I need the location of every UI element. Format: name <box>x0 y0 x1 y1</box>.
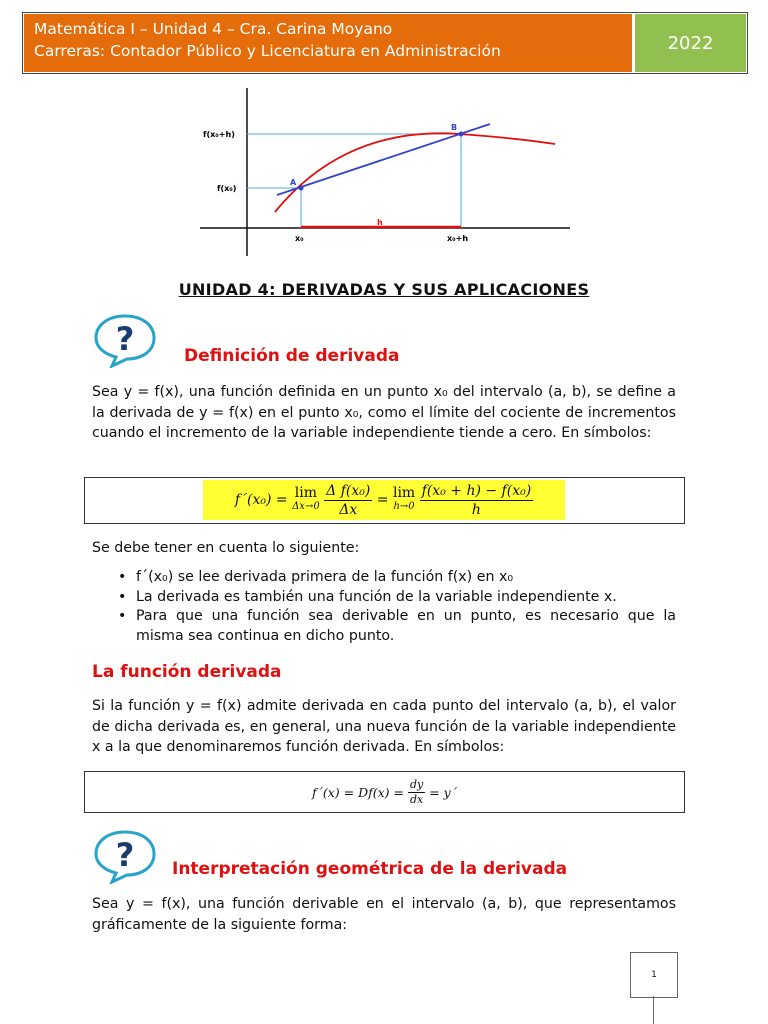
fraction-dydx <box>408 778 425 807</box>
fraction-1-num: Δ f(x₀) <box>326 482 371 499</box>
page-number-box <box>630 952 678 998</box>
header-year: 2022 <box>635 14 746 72</box>
lim-label-1: lim <box>294 485 317 501</box>
formula-box-definicion <box>84 477 685 524</box>
graph-label-fx: f(x₀) <box>217 184 237 193</box>
header-course-info <box>24 14 632 72</box>
graph-point-b <box>459 132 464 137</box>
header-line2: Carreras: Contador Público y Licenciatura en Administración <box>34 42 501 60</box>
formula-definicion <box>203 480 565 520</box>
definicion-paragraph: Sea y = f(x), una función definida en un punto x₀ del intervalo (a, b), se define a la derivada de y = f(x) en el punto x₀, como el límite del cociente de incrementos cuando el incremento de la variable independiente tiende a cero. En símbolos: <box>92 384 676 441</box>
formula2-lhs: f´(x) = Df(x) = <box>312 784 404 800</box>
fraction-2-den: h <box>471 501 481 518</box>
graph-label-b: B <box>451 123 458 132</box>
fraction-2-num: f(x₀ + h) − f(x₀) <box>421 482 532 499</box>
lim-label-2: lim <box>392 485 416 501</box>
lim-sub-2: h→0 <box>393 501 415 512</box>
fraction-1-den: Δx <box>339 501 358 518</box>
formula-limit-1 <box>292 486 320 514</box>
lim-sub-1: Δx→0 <box>292 501 320 512</box>
note-text: Se debe tener en cuenta lo siguiente: <box>92 540 360 556</box>
graph-label-a: A <box>290 178 297 187</box>
fraction-2 <box>420 482 534 519</box>
funcion-derivada-paragraph: Si la función y = f(x) admite derivada en cada punto del intervalo (a, b), el valor de dicha derivada es, en general, una nueva función de la variable independiente x a la que denominaremos función derivada. En símbolos: <box>92 698 676 755</box>
fraction-dydx-num: dy <box>409 777 424 791</box>
secant-graph <box>195 86 575 258</box>
formula2-rhs: = y´ <box>429 784 457 800</box>
formula-limit-2 <box>393 486 415 514</box>
section-heading-funcion-derivada: La función derivada <box>92 662 282 682</box>
fraction-dydx-den: dx <box>409 792 424 806</box>
svg-text:?: ? <box>115 320 135 358</box>
header-line1: Matemática I – Unidad 4 – Cra. Carina Moyano <box>34 20 393 38</box>
bullet-list <box>110 568 676 646</box>
section-heading-definicion: Definición de derivada <box>184 346 400 366</box>
graph-secant-line <box>277 124 490 195</box>
graph-point-a <box>299 186 304 191</box>
formula-box-funcion-derivada <box>84 771 685 813</box>
section-heading-interpretacion: Interpretación geométrica de la derivada <box>172 859 568 879</box>
svg-text:?: ? <box>115 836 135 874</box>
graph-label-x0: x₀ <box>295 234 304 243</box>
graph-label-h: h <box>377 218 383 227</box>
page-number: 1 <box>651 970 657 980</box>
fraction-1 <box>324 482 372 519</box>
graph-label-x0h: x₀+h <box>447 234 469 243</box>
bullet-item: • f´(x₀) se lee derivada primera de la función f(x) en x₀ <box>110 568 676 588</box>
formula-equals: = <box>376 492 389 508</box>
formula-lhs: f´(x₀) = <box>234 492 288 508</box>
page-number-connector <box>653 996 654 1024</box>
header-banner <box>22 12 748 74</box>
question-bubble-icon <box>92 312 158 368</box>
question-bubble-icon <box>92 828 158 884</box>
graph-curve <box>275 133 555 212</box>
bullet-item: • Para que una función sea derivable en un punto, es necesario que la misma sea continua en dicho punto. <box>110 607 676 646</box>
graph-label-fxh: f(x₀+h) <box>203 130 235 139</box>
bullet-item: • La derivada es también una función de la variable independiente x. <box>110 588 676 608</box>
interpretacion-paragraph: Sea y = f(x), una función derivable en el intervalo (a, b), que representamos gráficamente de la siguiente forma: <box>92 896 676 933</box>
page-title: UNIDAD 4: DERIVADAS Y SUS APLICACIONES <box>178 280 590 299</box>
